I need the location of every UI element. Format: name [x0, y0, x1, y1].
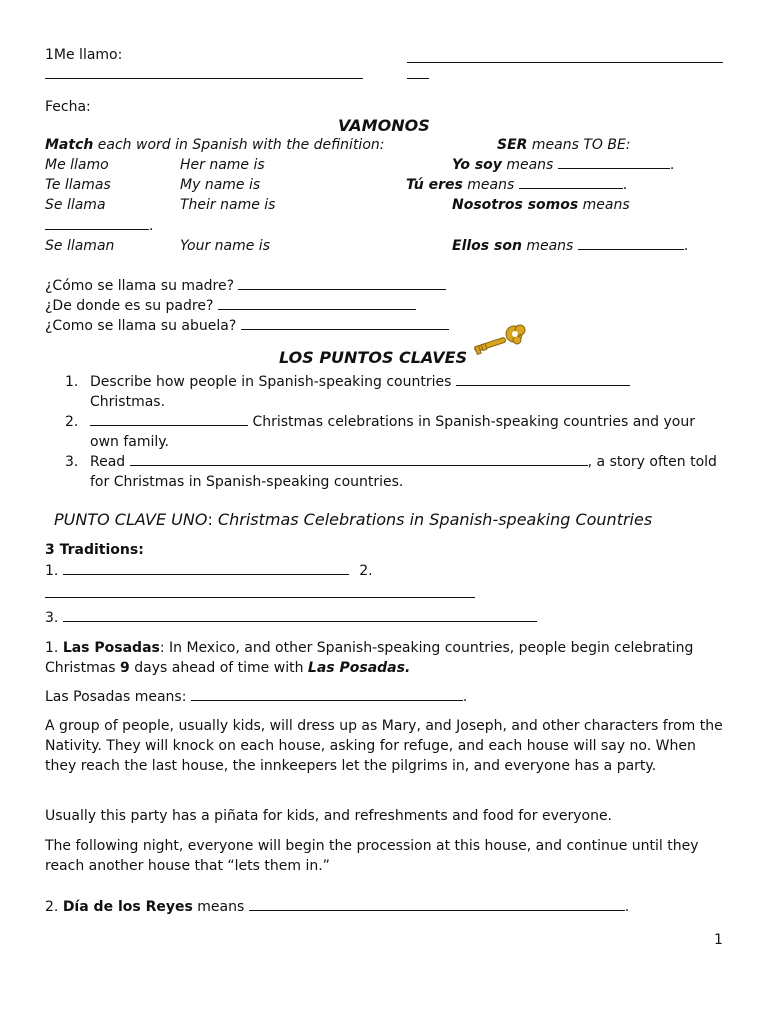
list-number: 2. [65, 414, 79, 430]
english-definition: My name is [180, 177, 261, 193]
answer-blank[interactable] [45, 597, 475, 598]
ser-form: Nosotros somos [452, 197, 579, 213]
english-definition: Your name is [180, 238, 270, 254]
vamonos-title: VAMONOS [338, 116, 430, 135]
tradition-number: 1. [45, 563, 59, 579]
posadas-paragraph: The following night, everyone will begin the procession at this house, and continue until they reach another house that “lets them in.” [45, 838, 699, 874]
question [45, 277, 446, 295]
ser-means: means [501, 157, 554, 173]
question-text: ¿Cómo se llama su madre? [45, 278, 235, 294]
page-number: 1 [714, 932, 723, 948]
ser-word: SER [497, 137, 528, 153]
reyes-name: Día de los Reyes [62, 899, 193, 915]
list-text: Christmas celebrations in Spanish-speaking countries and your own family. [90, 414, 695, 450]
ser-form: Ellos son [452, 238, 522, 254]
answer-blank[interactable] [519, 176, 623, 189]
period: . [624, 899, 630, 915]
spanish-term: Te llamas [45, 177, 111, 193]
spanish-term: Se llaman [45, 238, 115, 254]
answer-blank[interactable] [45, 217, 149, 230]
puntos-title: LOS PUNTOS CLAVES [279, 348, 468, 367]
tradition-number: 3. [45, 610, 59, 626]
answer-blank[interactable] [130, 453, 588, 466]
period: . [669, 157, 675, 173]
posadas-name-italic: Las Posadas. [307, 660, 411, 676]
match-word: Match [45, 137, 94, 153]
tradition-number: 2. [359, 563, 373, 579]
ser-form: Yo soy [452, 157, 502, 173]
answer-blank[interactable] [191, 688, 463, 701]
answer-blank[interactable] [456, 373, 630, 386]
english-definition: Her name is [180, 157, 265, 173]
period: . [683, 238, 689, 254]
reyes-number: 2. [45, 899, 59, 915]
answer-blank[interactable] [90, 413, 248, 426]
tradition-row [45, 609, 537, 627]
answer-blank[interactable] [558, 156, 670, 169]
ser-means: means [521, 238, 574, 254]
date-label: Fecha: [45, 99, 91, 115]
punto-uno-subject: Christmas Celebrations in Spanish-speaking Countries [217, 510, 653, 529]
match-rest: each word in Spanish with the definition: [93, 137, 385, 153]
list-item [65, 372, 725, 412]
ser-form-row-cont [45, 217, 153, 235]
list-text: Read [90, 454, 126, 470]
list-item [65, 452, 725, 492]
question [45, 317, 449, 335]
ser-heading [497, 136, 631, 154]
posadas-number: 1. [45, 640, 59, 656]
posadas-intro [45, 638, 725, 678]
answer-blank[interactable] [578, 237, 684, 250]
posadas-paragraph: Usually this party has a piñata for kids, and refreshments and food for everyone. [45, 808, 613, 824]
answer-blank[interactable] [249, 898, 625, 911]
posadas-paragraph: A group of people, usually kids, will dress up as Mary, and Joseph, and other characters from the Nativity. They will knock on each house, asking for refuge, and each house will say no. When they reach the last house, the innkeepers let the pilgrims in, and everyone has a party. [45, 718, 723, 774]
ser-form-row [452, 237, 688, 255]
ser-rest: means TO BE: [527, 137, 631, 153]
answer-blank[interactable] [63, 562, 349, 575]
list-item [65, 412, 725, 452]
ser-form-row [452, 196, 630, 214]
ser-form-row [406, 176, 627, 194]
answer-blank[interactable] [63, 609, 537, 622]
period: . [462, 689, 468, 705]
question-text: ¿De donde es su padre? [45, 298, 214, 314]
reyes-row [45, 898, 629, 916]
answer-blank[interactable] [241, 317, 449, 330]
reyes-means: means [192, 899, 245, 915]
match-instruction [45, 136, 384, 154]
posadas-text: : In Mexico, and other Spanish-speaking countries, people begin celebrating Christmas [45, 640, 694, 676]
list-text: Christmas. [90, 394, 166, 410]
list-number: 3. [65, 454, 79, 470]
name-label: 1Me llamo: [45, 47, 123, 63]
spanish-term: Se llama [45, 197, 106, 213]
ser-form: Tú eres [406, 177, 463, 193]
name-line[interactable] [45, 78, 363, 79]
question-text: ¿Como se llama su abuela? [45, 318, 237, 334]
posadas-name: Las Posadas [62, 640, 160, 656]
ser-means: means [578, 197, 630, 213]
punto-uno-label: PUNTO CLAVE UNO [54, 510, 208, 529]
traditions-label: 3 Traditions: [45, 542, 144, 558]
period: . [149, 218, 154, 234]
list-text: , a story often told for Christmas in Spanish-speaking countries. [90, 454, 717, 490]
key-icon [470, 322, 528, 358]
list-number: 1. [65, 374, 79, 390]
punto-uno-colon: : [207, 510, 218, 529]
name-line-right[interactable] [407, 62, 723, 63]
answer-blank[interactable] [238, 277, 446, 290]
list-text: Describe how people in Spanish-speaking countries [90, 374, 452, 390]
tradition-row [45, 562, 373, 580]
english-definition: Their name is [180, 197, 276, 213]
name-line-right-end[interactable] [407, 78, 429, 79]
posadas-means-row [45, 688, 467, 706]
spanish-term: Me llamo [45, 157, 109, 173]
posadas-means-label: Las Posadas means: [45, 689, 187, 705]
ser-means: means [462, 177, 515, 193]
answer-blank[interactable] [218, 297, 416, 310]
ser-form-row [452, 156, 674, 174]
punto-uno-title [54, 511, 652, 529]
question [45, 297, 416, 315]
period: . [622, 177, 628, 193]
puntos-list [65, 372, 725, 492]
posadas-text: days ahead of time with [129, 660, 308, 676]
posadas-days: 9 [120, 660, 130, 676]
